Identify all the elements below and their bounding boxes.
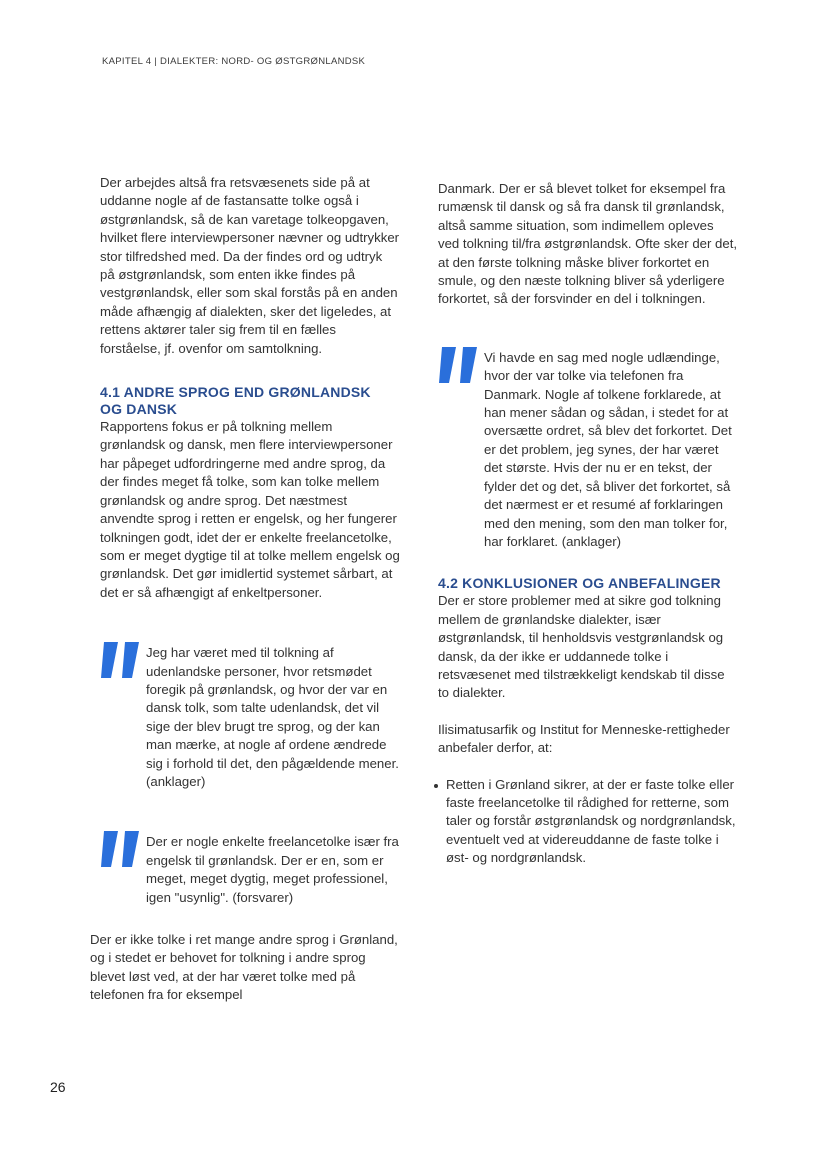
recommendation-list [438, 776, 738, 868]
quote-block-2 [100, 833, 400, 907]
quote-block-1 [100, 644, 400, 791]
page-number: 26 [50, 1079, 66, 1095]
left-column [90, 174, 400, 1005]
list-item: Retten i Grønland sikrer, at der er faste tolke eller faste freelancetolke til rådighed for retterne, som taler og forstår østgrønlandsk og nordgrønlandsk, eventuelt ved at videreuddanne de faste tolke i øst- og nordgrønlandsk. [438, 776, 738, 868]
section-4-2-heading: 4.2 KONKLUSIONER OG ANBEFALINGER [438, 575, 721, 592]
quote-2-text: Der er nogle enkelte freelancetolke især fra engelsk til grønlandsk. Der er en, som er meget, meget dygtig, meget professionel, igen "usynlig". (forsvarer) [146, 834, 399, 905]
quote-3-text: Vi havde en sag med nogle udlændinge, hvor der var tolke via telefonen fra Danmark. Nogle af tolkene forklarede, at han mener sådan og sådan, i stedet for at oversætte ordret, så blev det forkortet. Det er det problem, jeg synes, der har været det største. Hvis der nu er en tekst, der fylder det og det, så bliver det forkortet, så det nærmest er et resumé af forklaringen med den mening, som den man tolker for, har forklaret. (anklager) [484, 349, 732, 549]
closing-paragraph: Der er ikke tolke i ret mange andre sprog i Grønland, og i stedet er behovet for tolkning i andre sprog blevet løst ved, at der har været tolke med på telefonen fra for eksempel [90, 932, 398, 1003]
intro-paragraph: Der arbejdes altså fra retsvæsenets side på at uddanne nogle af de fastansatte tolke også i østgrønlandsk, så de kan varetage tolkeopgaven, hvilket flere interviewpersoner nævner og udtrykker stor tilfredshed med. Da der findes ord og udtryk på østgrønlandsk, som enten ikke findes på vestgrønlandsk, eller som skal forstås på en anden måde afhængig af dialekten, sker det ligeledes, at rettens aktører taler sig frem til en fælles forståelse, jf. ovenfor om samtolkning. [100, 175, 400, 356]
quote-mark-icon [438, 345, 482, 385]
continued-paragraph: Danmark. Der er så blevet tolket for eksempel fra rumænsk til dansk og så fra dansk til grønlandsk, altså samme situation, som indimellem opleves ved tolkning til/fra østgrønlandsk. Ofte sker der det, at den første tolkning måske bliver forkortet en smule, og den næste tolkning bliver så yderligere forkortet, så der forsvinder en del i tolkningen. [438, 181, 738, 307]
quote-mark-icon [100, 640, 144, 680]
recommendation-intro: Ilisimatusarfik og Institut for Menneske-rettigheder anbefaler derfor, at: [438, 721, 730, 756]
section-4-2-paragraph: Der er store problemer med at sikre god tolkning mellem de grønlandske dialekter, især østgrønlandsk, til henholdsvis vestgrønlandsk og dansk, da der ikke er uddannede tolke i retsvæsenet med tilstrækkeligt kendskab til disse to dialekter. [438, 593, 725, 701]
running-header: KAPITEL 4 | DIALEKTER: NORD- OG ØSTGRØNLANDSK [102, 56, 366, 67]
quote-1-text: Jeg har været med til tolkning af udenlandske personer, hvor retsmødet foregik på grønlandsk, og hvor der var en dansk tolk, som talte udenlandsk, det vil sige der blev brugt tre sprog, og der kan man mærke, at nogle af ordene ændrede sig i forhold til det, den pågældende mener. (anklager) [146, 645, 399, 789]
quote-mark-icon [100, 829, 144, 869]
right-column [438, 180, 738, 868]
section-4-1-heading: 4.1 ANDRE SPROG END GRØNLANDSK OG DANSK [100, 384, 371, 418]
quote-block-3 [438, 349, 738, 551]
section-4-1-paragraph: Rapportens fokus er på tolkning mellem grønlandsk og dansk, men flere interviewpersoner har påpeget udfordringerne med andre sprog, da der findes meget få tolke, som kan tolke mellem grønlandsk og andre sprog. Det næstmest anvendte sprog i retten er engelsk, og her fungerer tolkningen godt, idet der er enkelte freelancetolke, som er meget dygtige til at tolke mellem engelsk og grønlandsk. Det gør imidlertid systemet sårbart, at det er så afhængigt af enkeltpersoner. [100, 419, 400, 600]
